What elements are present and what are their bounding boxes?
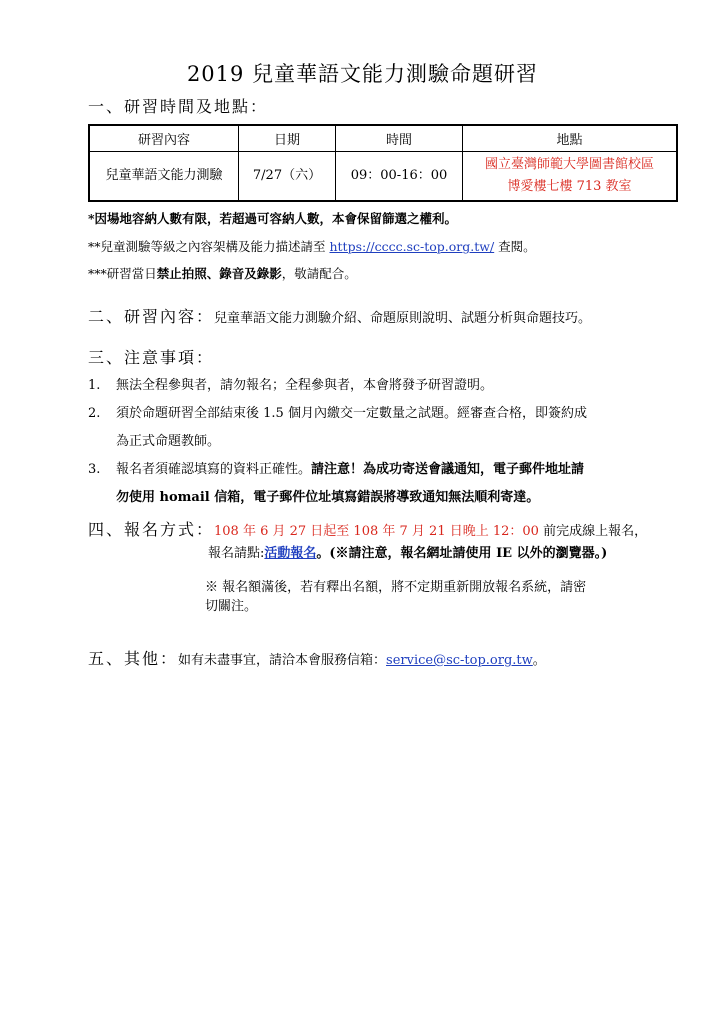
list-number: 3. <box>88 462 101 477</box>
list-item <box>88 400 648 456</box>
section4-line2 <box>208 542 607 566</box>
table-header-row <box>89 125 677 152</box>
notice-list <box>88 372 648 512</box>
registration-remark-line1: ※ 報名額滿後，若有釋出名額，將不定期重新開放報名系統，請密 <box>205 580 587 595</box>
list-text-plain: 報名者須確認填寫的資料正確性。 <box>116 462 312 477</box>
registration-link[interactable]: 活動報名 <box>264 546 317 561</box>
table-row <box>89 152 677 202</box>
list-text-bold: 請注意！為成功寄送會議通知，電子郵件地址請 <box>311 462 585 477</box>
note-recording-prefix: ***研習當日 <box>88 266 157 281</box>
registration-link-prefix: 報名請點: <box>208 546 265 561</box>
list-text-cont: 勿使用 homail 信箱，電子郵件位址填寫錯誤將導致通知無法順利寄達。 <box>116 490 540 505</box>
list-text-cont: 為正式命題教師。 <box>116 434 221 449</box>
registration-period: 108 年 6 月 27 日起至 108 年 7 月 21 日晚上 12：00 <box>214 524 539 539</box>
list-text: 無法全程參與者，請勿報名；全程參與者，本會將發予研習證明。 <box>116 378 494 393</box>
section2-heading: 二、研習內容： <box>88 307 215 326</box>
registration-period-suffix: 前完成線上報名， <box>538 524 648 539</box>
list-item <box>88 372 648 400</box>
section4-line1 <box>88 518 647 544</box>
list-text: 須於命題研習全部結束後 1.5 個月內繳交一定數量之試題。經審查合格，即簽約成 <box>116 406 587 421</box>
section5-heading: 五、其他： <box>88 649 179 668</box>
registration-remark-line2: 切關注。 <box>205 599 258 614</box>
list-number: 2. <box>88 406 101 421</box>
section2 <box>88 306 591 330</box>
cell-time: 09：00-16：00 <box>336 152 463 202</box>
table-header-cell: 時間 <box>336 125 463 152</box>
note-levels-suffix: 查閱。 <box>494 239 536 254</box>
section2-body: 兒童華語文能力測驗介紹、命題原則說明、試題分析與命題技巧。 <box>214 311 592 326</box>
location-line1: 國立臺灣師範大學圖書館校區 <box>484 157 654 172</box>
schedule-table <box>88 124 678 202</box>
location-line2: 博愛樓七樓 713 教室 <box>507 179 632 194</box>
service-email-link[interactable]: service@sc-top.org.tw <box>386 653 533 668</box>
note-recording-suffix: ，敬請配合。 <box>281 266 357 281</box>
note-levels <box>88 238 536 256</box>
table-header-cell: 研習內容 <box>89 125 239 152</box>
list-number: 1. <box>88 378 101 393</box>
cell-location <box>463 152 678 202</box>
note-recording-bold: 禁止拍照、錄音及錄影 <box>156 266 282 281</box>
cell-date: 7/27（六） <box>239 152 336 202</box>
note-no-recording <box>88 265 357 283</box>
list-text <box>116 456 648 484</box>
section3-heading: 三、注意事項： <box>88 348 215 367</box>
table-header-cell: 地點 <box>463 125 678 152</box>
list-item <box>88 456 648 512</box>
table-header-cell: 日期 <box>239 125 336 152</box>
section5-suffix: 。 <box>532 653 546 668</box>
note-levels-text: **兒童測驗等級之內容架構及能力描述請至 <box>88 239 330 254</box>
note-capacity: *因場地容納人數有限，若超過可容納人數，本會保留篩選之權利。 <box>88 211 458 226</box>
section5 <box>88 648 546 672</box>
levels-link[interactable]: https://cccc.sc-top.org.tw/ <box>329 239 495 254</box>
section5-body: 如有未盡事宜，請洽本會服務信箱： <box>178 653 387 668</box>
registration-browser-note: 。(※請注意，報名網址請使用 IE 以外的瀏覽器。) <box>316 546 608 561</box>
cell-content: 兒童華語文能力測驗 <box>89 152 239 202</box>
section4-heading: 四、報名方式： <box>88 520 215 539</box>
section1-heading: 一、研習時間及地點： <box>88 97 269 116</box>
page-title: 2019 兒童華語文能力測驗命題研習 <box>186 62 539 86</box>
